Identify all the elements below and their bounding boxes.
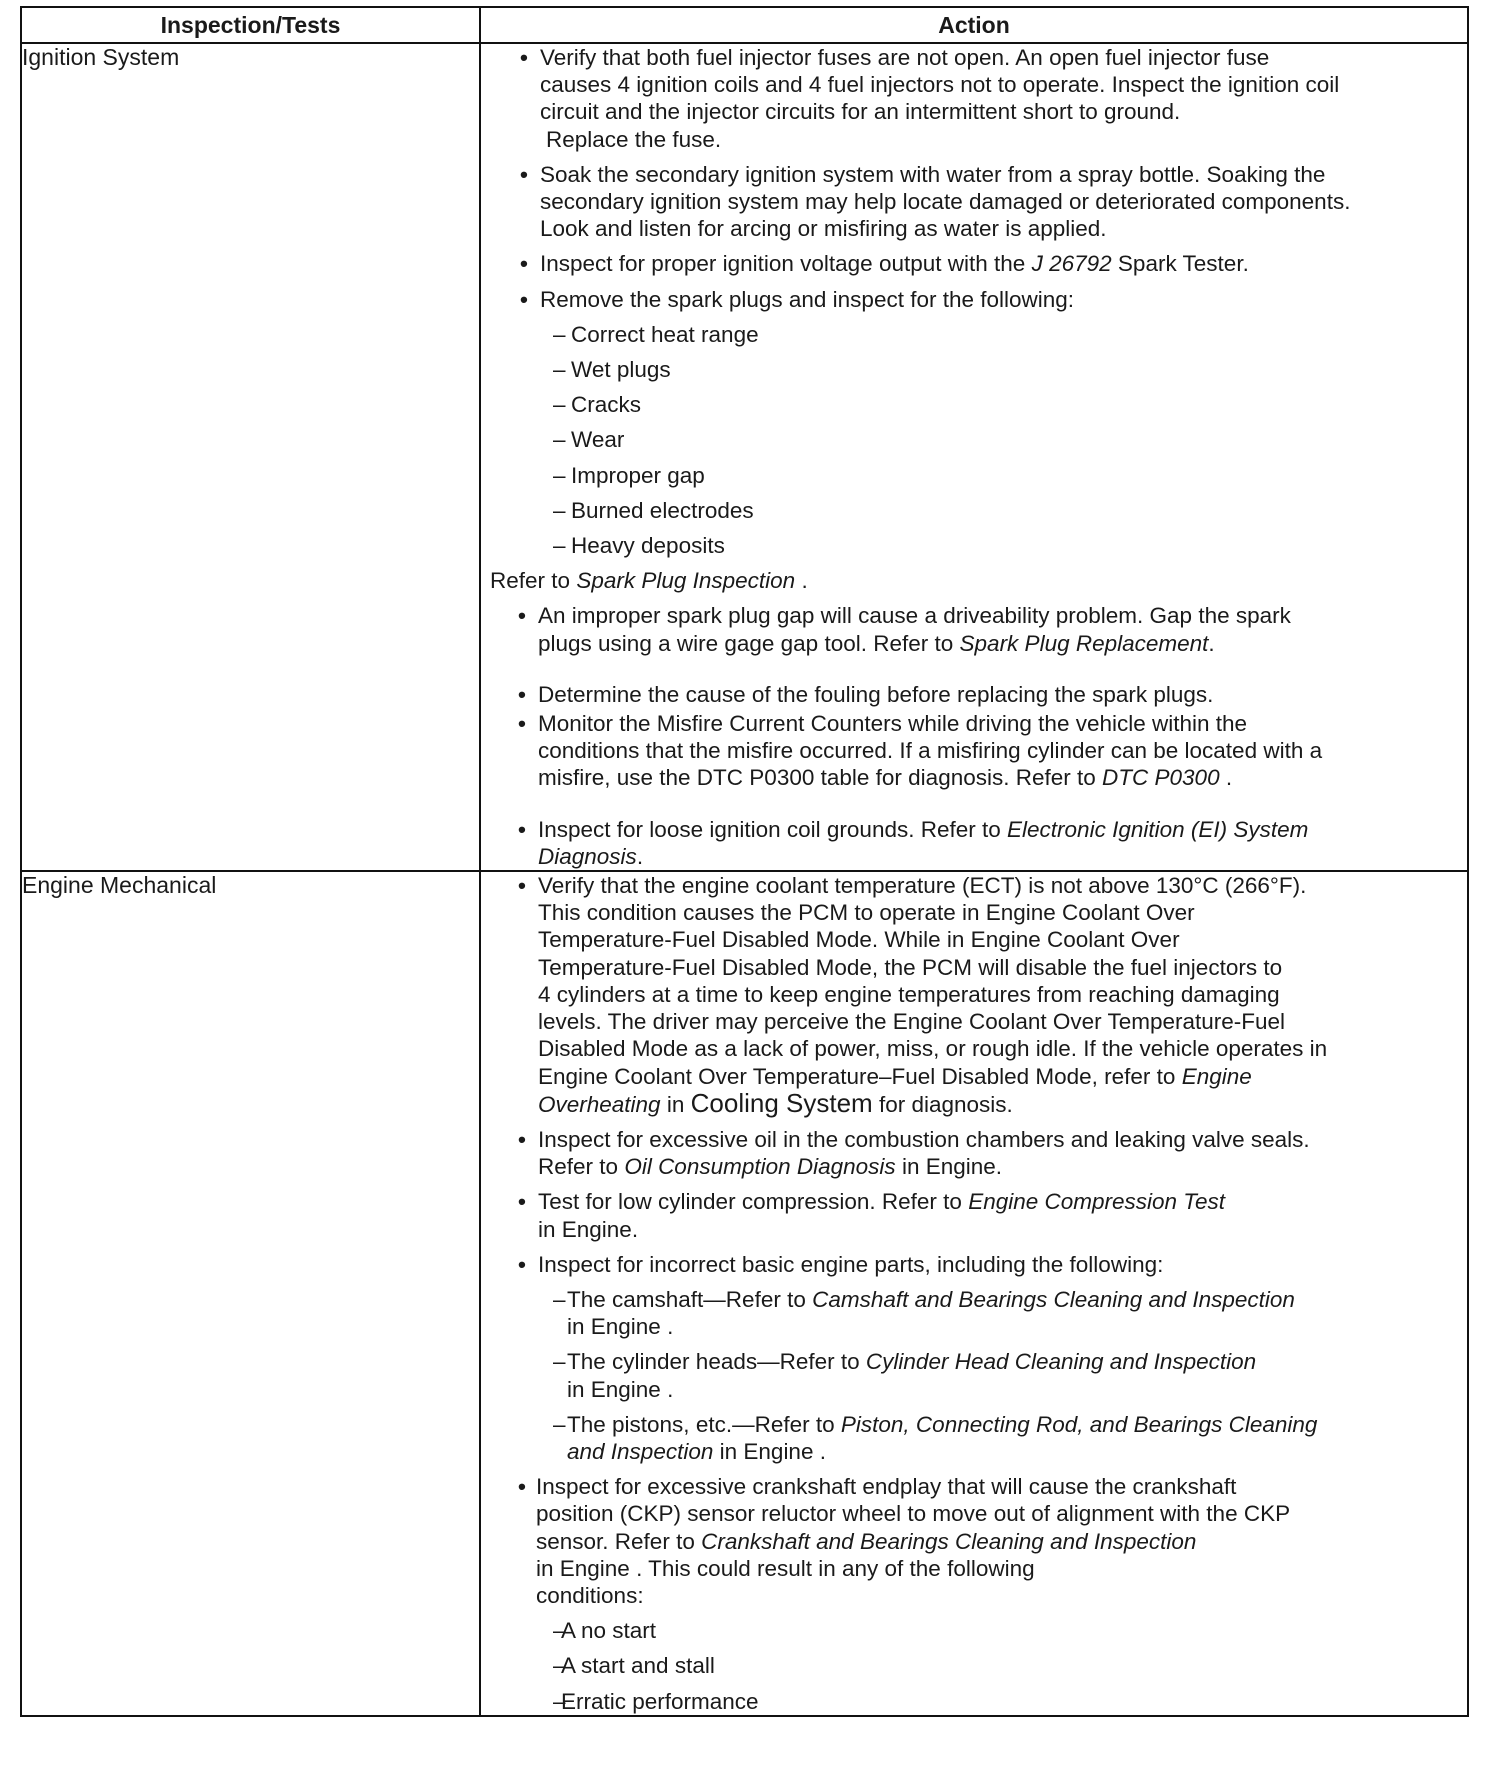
action-item-compression: • Test for low cylinder compression. Refer to Engine Compression Test in Engine. bbox=[481, 1188, 1467, 1242]
list-item: – Wet plugs bbox=[481, 356, 1467, 383]
link-piston[interactable]: Piston, Connecting Rod, and Bearings Cleaning bbox=[840, 1411, 1318, 1437]
action-item-endplay: • Inspect for excessive crankshaft endplay that will cause the crankshaft position (CKP) sensor reluctor wheel to move out of alignment with the CKP sensor. Refer to Crankshaft and Bearings Cleaning and Inspection in Engine . This could result in any of the following conditions: bbox=[481, 1473, 1467, 1609]
action-item-fouling: • Determine the cause of the fouling before replacing the spark plugs. bbox=[481, 681, 1467, 708]
list-item: – The camshaft—Refer to Camshaft and Bearings Cleaning and Inspection in Engine . bbox=[481, 1286, 1467, 1340]
tool-reference: J 26792 bbox=[1031, 251, 1112, 277]
header-inspection-tests: Inspection/Tests bbox=[21, 7, 480, 43]
link-ei-system-diagnosis[interactable]: Electronic Ignition (EI) System bbox=[1007, 816, 1309, 842]
row-ignition-system bbox=[21, 43, 1468, 871]
actions-ignition-system bbox=[480, 43, 1468, 871]
link-camshaft[interactable]: Camshaft and Bearings Cleaning and Inspection bbox=[812, 1286, 1295, 1312]
link-dtc-p0300[interactable]: DTC P0300 bbox=[1102, 765, 1220, 791]
row-engine-mechanical bbox=[21, 871, 1468, 1716]
link-engine-overheating[interactable]: Engine bbox=[1181, 1063, 1252, 1089]
action-item-basic-parts: • Inspect for incorrect basic engine parts, including the following: bbox=[481, 1251, 1467, 1278]
link-crankshaft[interactable]: Crankshaft and Bearings Cleaning and Inspection bbox=[701, 1528, 1197, 1554]
list-item: – A start and stall bbox=[481, 1652, 1467, 1679]
category-engine-mechanical: Engine Mechanical bbox=[21, 871, 480, 1716]
list-item: – The cylinder heads—Refer to Cylinder Head Cleaning and Inspection in Engine . bbox=[481, 1348, 1467, 1402]
link-spark-plug-replacement[interactable]: Spark Plug Replacement bbox=[959, 630, 1209, 656]
action-item-voltage: • Inspect for proper ignition voltage output with the J 26792 Spark Tester. bbox=[481, 250, 1467, 277]
link-piston-cont[interactable]: and Inspection bbox=[567, 1438, 714, 1464]
list-item: – Improper gap bbox=[481, 462, 1467, 489]
link-cylinder-head[interactable]: Cylinder Head Cleaning and Inspection bbox=[865, 1349, 1257, 1375]
action-item-coil-grounds: • Inspect for loose ignition coil grounds. Refer to Electronic Ignition (EI) System Diagnosis. bbox=[481, 816, 1467, 870]
action-item-spark-plugs: • Remove the spark plugs and inspect for the following: bbox=[481, 286, 1467, 313]
list-item: – A no start bbox=[481, 1617, 1467, 1644]
list-item: – Heavy deposits bbox=[481, 532, 1467, 559]
header-row bbox=[21, 7, 1468, 43]
action-item-ect: • Verify that the engine coolant temperature (ECT) is not above 130°C (266°F). This condition causes the PCM to operate in Engine Coolant Over Temperature-Fuel Disabled Mode. While in Engine Coolant Over Temperature-Fuel Disabled Mode, the PCM will disable the fuel injectors to 4 cylinders at a time to keep engine temperatures from reaching damaging levels. The driver may perceive the Engine Coolant Over Temperature-Fuel Disabled Mode as a lack of power, miss, or rough idle. If the vehicle operates in Engine Coolant Over Temperature–Fuel Disabled Mode, refer to Engine Overheating in Cooling System for diagnosis. bbox=[481, 872, 1467, 1118]
link-oil-consumption[interactable]: Oil Consumption Diagnosis bbox=[624, 1154, 896, 1180]
link-engine-overheating-cont[interactable]: Overheating bbox=[538, 1091, 661, 1117]
category-ignition-system: Ignition System bbox=[21, 43, 480, 871]
cooling-system-ref: Cooling System bbox=[690, 1087, 873, 1118]
link-compression-test[interactable]: Engine Compression Test bbox=[968, 1189, 1225, 1215]
list-item: – Correct heat range bbox=[481, 321, 1467, 348]
link-spark-plug-inspection[interactable]: Spark Plug Inspection bbox=[576, 568, 796, 594]
action-item-oil: • Inspect for excessive oil in the combustion chambers and leaking valve seals. Refer to Oil Consumption Diagnosis in Engine. bbox=[481, 1126, 1467, 1180]
list-item: – Erratic performance bbox=[481, 1688, 1467, 1715]
link-ei-system-diagnosis-cont[interactable]: Diagnosis bbox=[538, 843, 637, 869]
list-item: – The pistons, etc.—Refer to Piston, Connecting Rod, and Bearings Cleaning and Inspection in Engine . bbox=[481, 1411, 1467, 1465]
list-item: – Burned electrodes bbox=[481, 497, 1467, 524]
inspection-table bbox=[20, 6, 1469, 1717]
list-item: – Cracks bbox=[481, 391, 1467, 418]
action-item-fuses: • Verify that both fuel injector fuses are not open. An open fuel injector fuse causes 4 ignition coils and 4 fuel injectors not to operate. Inspect the ignition coil circuit and the injector circuits for an intermittent short to ground. Replace the fuse. bbox=[481, 44, 1467, 153]
refer-spark-plug-inspection: Refer to Spark Plug Inspection . bbox=[490, 568, 808, 594]
header-action: Action bbox=[480, 7, 1468, 43]
action-item-misfire-counters: • Monitor the Misfire Current Counters while driving the vehicle within the conditions that the misfire occurred. If a misfiring cylinder can be located with a misfire, use the DTC P0300 table for diagnosis. Refer to DTC P0300 . bbox=[481, 710, 1467, 792]
action-item-soak: • Soak the secondary ignition system with water from a spray bottle. Soaking the secondary ignition system may help locate damaged or deteriorated components. Look and listen for arcing or misfiring as water is applied. bbox=[481, 161, 1467, 243]
actions-engine-mechanical bbox=[480, 871, 1468, 1716]
action-item-plug-gap: • An improper spark plug gap will cause a driveability problem. Gap the spark plugs using a wire gage gap tool. Refer to Spark Plug Replacement. bbox=[481, 602, 1467, 656]
list-item: – Wear bbox=[481, 426, 1467, 453]
